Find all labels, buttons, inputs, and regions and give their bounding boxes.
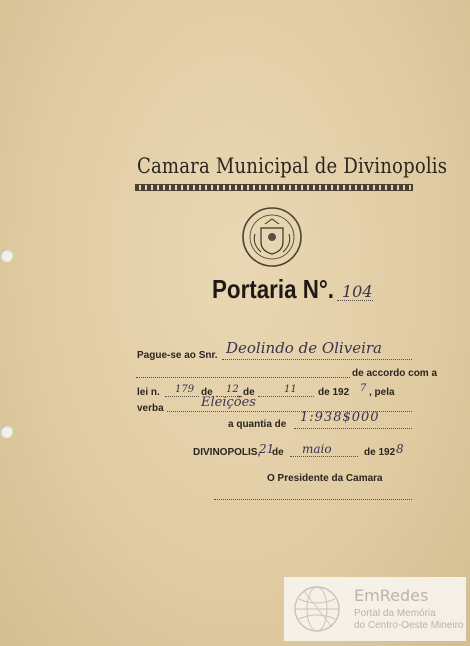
date-month: maio bbox=[302, 442, 332, 456]
verba-value: Eleições bbox=[201, 395, 256, 410]
lei-day: 12 bbox=[226, 384, 239, 395]
dotted-line bbox=[294, 428, 412, 429]
lei-label: lei n. bbox=[137, 387, 160, 398]
date-day: 21 bbox=[259, 442, 275, 456]
municipal-seal-icon bbox=[241, 206, 303, 268]
dotted-line bbox=[290, 456, 358, 457]
document-header: Camara Municipal de Divinopolis bbox=[137, 154, 448, 178]
document-title: Portaria N°. bbox=[212, 274, 335, 304]
signature-label: O Presidente da Camara bbox=[267, 473, 383, 484]
place-label: DIVINOPOLIS, bbox=[193, 447, 261, 458]
de-label: de bbox=[243, 387, 255, 398]
acordo-label: de accordo com a bbox=[352, 368, 438, 379]
lei-number: 179 bbox=[175, 384, 195, 395]
watermark-title: EmRedes bbox=[354, 586, 429, 605]
punch-hole bbox=[0, 425, 13, 438]
date-year-label: de 192 bbox=[364, 447, 396, 458]
pela-label: , pela bbox=[369, 387, 395, 398]
watermark-line2: do Centro-Oeste Mineiro bbox=[354, 620, 464, 631]
lei-month: 11 bbox=[284, 384, 297, 395]
portaria-number: 104 bbox=[342, 282, 373, 301]
globe-network-icon bbox=[290, 581, 344, 637]
verba-label: verba bbox=[137, 403, 164, 414]
de-label: de bbox=[272, 447, 284, 458]
pague-label: Pague-se ao Snr. bbox=[137, 350, 218, 361]
date-year-digit: 8 bbox=[396, 442, 404, 456]
watermark-line1: Portal da Memória bbox=[354, 608, 436, 619]
dotted-line bbox=[222, 359, 412, 360]
dotted-line bbox=[337, 300, 373, 301]
amount-value: 1:938$000 bbox=[300, 410, 380, 425]
dotted-line bbox=[136, 377, 350, 378]
lei-year-digit: 7 bbox=[360, 383, 367, 394]
dotted-line bbox=[258, 396, 314, 397]
de-label: de bbox=[201, 387, 213, 398]
de-year-label: de 192 bbox=[318, 387, 350, 398]
punch-hole bbox=[0, 249, 13, 262]
signature-line bbox=[214, 499, 412, 500]
emredes-watermark bbox=[284, 577, 466, 641]
payee-name: Deolindo de Oliveira bbox=[226, 339, 382, 357]
decorative-rule bbox=[135, 184, 413, 191]
quantia-label: a quantia de bbox=[228, 419, 287, 430]
dotted-line bbox=[165, 396, 199, 397]
